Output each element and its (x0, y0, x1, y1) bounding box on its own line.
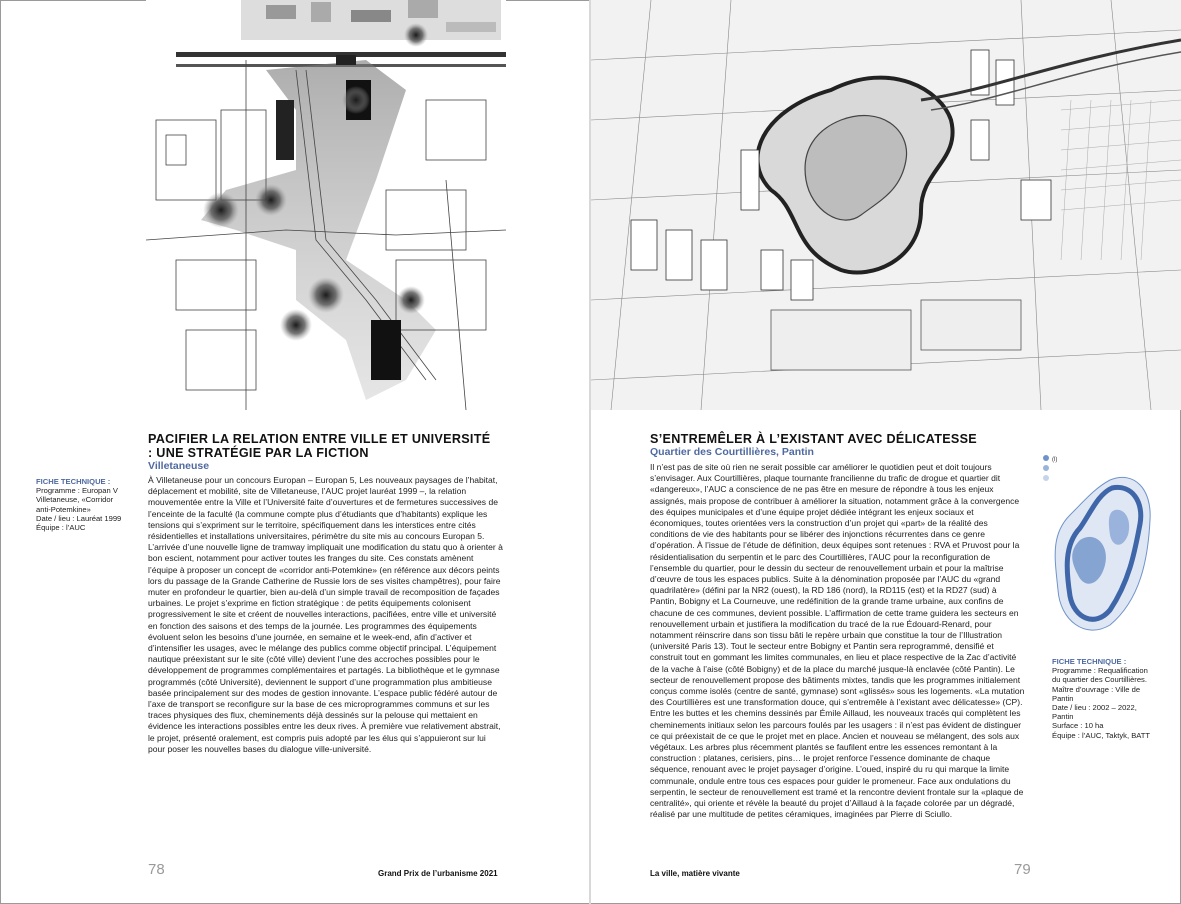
left-article-title: PACIFIER LA RELATION ENTRE VILLE ET UNIVERSITÉ : UNE STRATÉGIE PAR LA FICTION (148, 432, 491, 460)
fiche-line: Maître d’ouvrage : Ville de (1052, 684, 1141, 694)
fiche-line: Équipe : l’AUC (36, 523, 86, 533)
courtillieres-aerial-drawing (591, 0, 1181, 410)
running-head-right: La ville, matière vivante (650, 869, 740, 878)
left-body-text: À Villetaneuse pour un concours Europan – Europan 5, Les nouveaux paysages de l’habitat, déplacement et mobilité, site de Villetaneuse, l’AUC projet lauréat 1999 –, la relation mouvementée entre la Ville et l’Université faite d’ouvertures et de fermetures successives de l’enceinte de la faculté (la commune compte plus d’étudiants que d’habitants) explique les tensions qui s’expriment sur le territoire, spécifiquement dans les interstices entre cités résidentielles et installations universitaires, périmètre du site mis au concours Europan 5. L’arrivée d’une nouvelle ligne de tramway impliquait une modification du statu quo à orienter à bon escient, notamment pour activer toutes les franges du site. Ces constats amènent l’équipe à proposer un concept de «corridor anti-Potemkine» (en référence aux décors peints lors du passage de la Grande Catherine de Russie lors de ses visites champêtres), pour faire muter en profondeur le quartier, bien au-delà d’un simple travail de recomposition de façades urbaines. Le projet s’exprime en fiction stratégique : de petits équipements colonisent progressivement le site et créent de nouvelles interactions, pacifiées, entre ville et université en fonction des saisons et des temps de la journée. Les programmes des équipements évoluent selon les besoins d’une journée, en semaine et le week-end, afin d’activer et d’intensifier les usages, avec le mélange des publics comme objectif principal. L’équipement nautique préexistant sur le site (côté ville) devient l’une des accroches possibles pour le développement de programmes complémentaires et partagés. La bibliothèque et le gymnase programmés (côté Université), deviennent le support d’une programmation plus ambitieuse basée principalement sur des modes de gestion innovante. L’espace public fédéré autour de l’axe de transport se reconfigure sur la base de ces microprogrammes communs et sur les traces physiques des flux, cheminements déjà dessinés sur la pelouse qui mettaient en évidence les interactions possibles entre les deux rives. À première vue relativement abstrait, le projet, présenté oralement, est compris puis adopté par les élus qui s’appuieront sur lui pour poser les nouvelles bases du dialogue ville-université. (148, 475, 503, 754)
fiche-line: Équipe : l’AUC, Taktyk, BATT (1052, 730, 1151, 740)
fiche-heading: FICHE TECHNIQUE : (1052, 657, 1127, 666)
inset-legend-label: (l) (1052, 457, 1058, 463)
fiche-line: Date / lieu : Lauréat 1999 (36, 513, 122, 523)
fiche-line: du quartier des Courtillières. (1052, 675, 1147, 685)
villetaneuse-plan-image (146, 0, 506, 412)
right-body-text: Il n’est pas de site où rien ne serait possible car améliorer le quotidien peut et doit toujours s’envisager. Aux Courtillières, plaque tournante francilienne du trafic de drogue et quartier dit «dangereux», l’AUC a conscience de ne pas être en mesure de répondre à tous les enjeux assignés, mais propose de contribuer à améliorer la situation, notamment grâce à la convergence des équipes municipales et d’une équipe projet dédiée intégrant les enjeux sociaux et économiques, toutes orientées vers la construction d’un projet qui «part» de la réalité des conditions de vie des habitants pour se libérer des injonctions récurrentes dans ce genre d’opération. À l’issue de l’étude de définition, deux équipes sont retenues : RVA et Pruvost pour la résidentialisation du serpentin et le parc des Courtillières, l’AUC pour la reconfiguration de l’ensemble du quartier, pour le dessin du secteur de renouvellement urbain et pour la maîtrise d’œuvre de tous les espaces publics. Suite à la dénomination proposée par l’AUC du «grand quadrilatère» (défini par la NR2 (ouest), la RD 186 (nord), la RD115 (est) et la RD27 (sud) à Pantin, Bobigny et La Courneuve, une redéfinition de la grande trame urbaine, aux confins de chacune de ces communes, devient possible. L’affirmation de cette trame guidera les secteurs en renouvellement urbain et justifiera la modification du tracé de la rue Édouard-Renard, pour notamment réinscrire dans son tissu bâti le repère urbain que constitue la tour de l’Illustration (université Paris 13). Tout le secteur entre Bobigny et Pantin sera reprogrammé, densifié et construit tout en gommant les limites communales, en lieu et place respective de la Zac d’activité de la vache à l’aise (côté Bobigny) et de la place du marché jusque-là enclavée (côté Pantin). Le secteur de renouvellement propose des bâtiments mixtes, tandis que les programmes initialement conçus comme isolés (centre de santé, gymnase) sont «glissés» sous les logements. «La mutation des Courtillières est une transformation douce, qui s’entremêle à l’existant avec délicatesse» (CP). Entre les buttes et les chemins dessinés par Émile Aillaud, les nouveaux tracés qui complètent les cheminements initiaux selon les parcours foulés par les usagers : il n’est pas évident de distinguer ce qui préexistait de ce que le projet met en place. Ancien et nouveau se mélangent, des sols aux végétaux. Les arbres plus récemment plantés se faufilent entre les essences remontant à la construction : platanes, cerisiers, pins… le projet renforce l’essence dominante de chaque séquence, renouant avec le projet paysager d’origine. L’oued, inspiré du ru qui marque la limite communale, ondule entre tous ces espaces pour guider le promeneur. Face aux ondulations du serpentin, le secteur de renouvellement est tramé et la rencontre devient frontale sur la «plaque de centralité», qui oriente et révèle la beauté du projet d’Aillaud à la façade colorée par un dégradé, réalisé par une multitude de petites céramiques, imaginées par Pierre di Sciullo. (650, 462, 1025, 820)
right-article-heading (650, 432, 1050, 459)
page-number-left: 78 (148, 861, 165, 878)
fiche-line: Programme : Europan V (36, 486, 118, 496)
left-article-heading (148, 432, 498, 473)
fiche-line: Villetaneuse, «Corridor (36, 495, 114, 505)
courtillieres-inset-map (1040, 450, 1160, 645)
running-head-left: Grand Prix de l’urbanisme 2021 (378, 869, 498, 878)
right-fiche-technique (1052, 657, 1162, 740)
fiche-line: Programme : Requalification (1052, 666, 1148, 676)
left-article-subtitle: Villetaneuse (148, 460, 210, 472)
fiche-heading: FICHE TECHNIQUE : (36, 477, 111, 486)
page-number-right: 79 (1014, 861, 1031, 878)
left-article-body (148, 475, 505, 755)
right-article-title: S’ENTREMÊLER À L’EXISTANT AVEC DÉLICATESSE (650, 432, 978, 446)
fiche-line: Surface : 10 ha (1052, 721, 1104, 731)
right-article-body (650, 462, 1025, 821)
left-fiche-technique (36, 477, 136, 532)
fiche-line: Date / lieu : 2002 – 2022, (1052, 703, 1137, 713)
right-article-subtitle: Quartier des Courtillières, Pantin (650, 446, 814, 458)
fiche-line: anti-Potemkine» (36, 504, 91, 514)
fiche-line: Pantin (1052, 693, 1074, 703)
fiche-line: Pantin (1052, 712, 1074, 722)
